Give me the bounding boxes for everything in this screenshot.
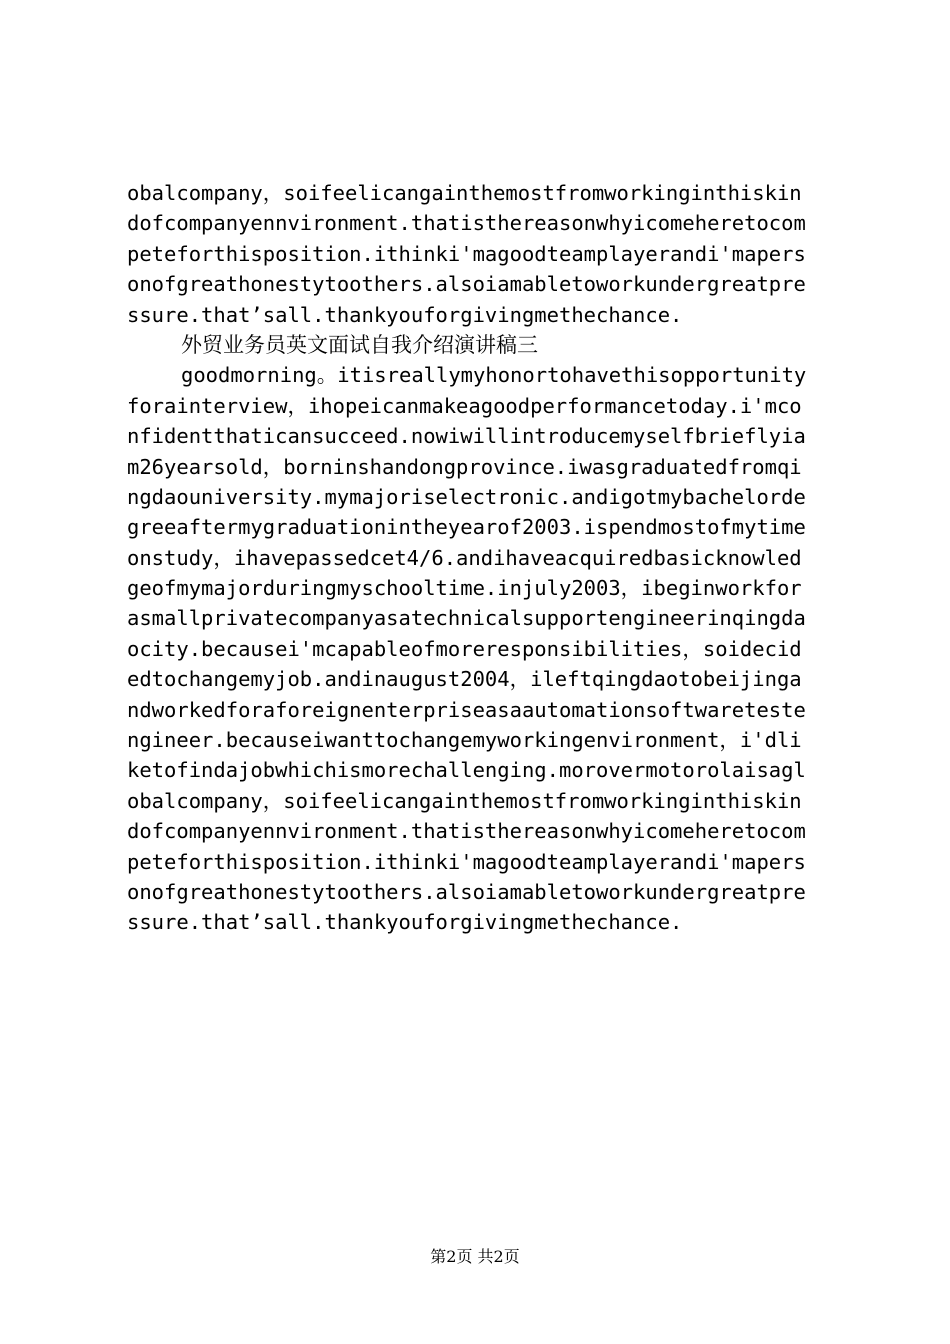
text-line: goodmorning。itisreallymyhonortohavethisopportunity <box>181 363 807 388</box>
text-line: ngineer.becauseiwanttochangemyworkingenvironment，i'dli <box>127 728 802 753</box>
document-body <box>127 178 837 938</box>
text-line: onstudy，ihavepassedcet4/6.andihaveacquiredbasicknowled <box>127 545 802 570</box>
page-number-footer: 第2页 共2页 <box>430 1247 520 1266</box>
text-line: peteforthisposition.ithinki'magoodteamplayerandi'mapers <box>127 241 806 266</box>
text-line: ssure.that’sall.thankyouforgivingmethechance. <box>127 302 683 327</box>
text-line: peteforthisposition.ithinki'magoodteamplayerandi'mapers <box>127 849 806 874</box>
text-line: greeaftermygraduationintheyearof2003.ispendmostofmytime <box>127 515 806 540</box>
text-line: onofgreathonestytoothers.alsoiamabletoworkundergreatpre <box>127 272 806 297</box>
text-line: onofgreathonestytoothers.alsoiamabletoworkundergreatpre <box>127 879 806 904</box>
paragraph-continued <box>127 178 837 330</box>
text-line: dofcompanyennvironment.thatisthereasonwhyicomeheretocom <box>127 211 806 236</box>
text-line: m26yearsold，borninshandongprovince.iwasgraduatedfromqi <box>127 454 802 479</box>
text-line: forainterview，ihopeicanmakeagoodperformancetoday.i'mco <box>127 393 802 418</box>
text-line: obalcompany，soifeelicangainthemostfromworkinginthiskin <box>127 181 802 205</box>
text-line: ndworkedforaforeignenterpriseasaautomationsoftwareteste <box>127 697 806 722</box>
text-line: ketofindajobwhichismorechallenging.morovermotorolaisagl <box>127 758 806 783</box>
text-line: obalcompany，soifeelicangainthemostfromworkinginthiskin <box>127 788 802 813</box>
text-line: dofcompanyennvironment.thatisthereasonwhyicomeheretocom <box>127 819 806 844</box>
text-line: geofmymajorduringmyschooltime.injuly2003，ibeginworkfor <box>127 576 802 601</box>
text-line: ngdaouniversity.mymajoriselectronic.andigotmybachelorde <box>127 484 806 509</box>
text-line: ssure.that’sall.thankyouforgivingmethechance. <box>127 910 683 935</box>
text-line: ocity.becausei'mcapableofmoreresponsibilities，soidecid <box>127 636 802 661</box>
section-heading: 外贸业务员英文面试自我介绍演讲稿三 <box>181 332 538 357</box>
text-line: asmallprivatecompanyasatechnicalsupportengineerinqingda <box>127 606 806 631</box>
paragraph-main <box>127 360 837 937</box>
text-line: nfidentthaticansucceed.nowiwillintroducemyselfbrieflyia <box>127 424 806 449</box>
text-line: edtochangemyjob.andinaugust2004，ileftqingdaotobeijinga <box>127 667 802 692</box>
